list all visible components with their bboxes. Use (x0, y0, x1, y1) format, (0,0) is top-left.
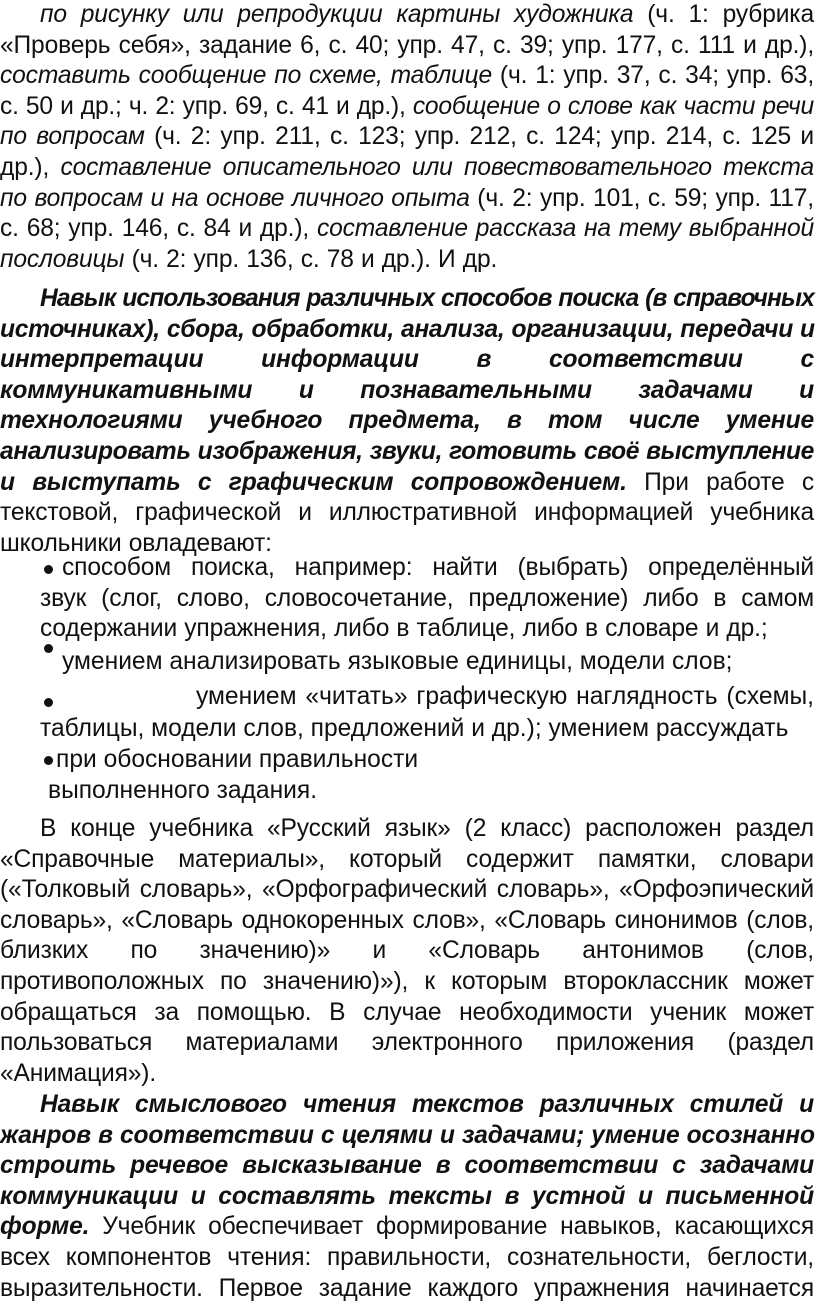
paragraph-information-skills (0, 284, 814, 559)
text-line: текстовой, графической и иллюстративной информацией учебника (0, 499, 814, 527)
text-line: источниках), сбора, обработки, анализа, организации, передачи и (0, 315, 815, 343)
list-item (40, 553, 814, 645)
text-line: способом поиска, например: найти (выбрать) определённый (62, 554, 814, 581)
text-line: содержании упражнения, либо в таблице, либо в словаре и др.; (40, 615, 768, 643)
text-line: «Анимация»). (0, 1059, 157, 1087)
text-line: «Проверь себя», задание 6, с. 40; упр. 47, с. 39; упр. 177, с. 111 и др.), (0, 31, 814, 59)
text-line: с. 50 и др.; ч. 2: упр. 69, с. 41 и др.), сообщение о слове как части речи (0, 92, 815, 120)
text-line: обращаться за помощью. В случае необходимости ученик может (0, 998, 814, 1026)
list-item-continued: выполненного задания. (48, 777, 318, 804)
text-line: пословицы (ч. 2: упр. 136, с. 78 и др.). И др. (0, 245, 498, 273)
text-line: строить речевое высказывание в соответствии с задачами (0, 1152, 814, 1180)
list-item-continued: таблицы, модели слов, предложений и др.); умением рассуждать (40, 715, 789, 742)
bullet-icon (44, 565, 53, 574)
text-line: Навык использования различных способов поиска (в справочных (40, 285, 814, 312)
text-line: и выступать с графическим сопровождением. При работе с (0, 468, 815, 496)
text-line: др.), составление описательного или повествовательного текста (0, 153, 815, 181)
text-line: В конце учебника «Русский язык» (2 класс) расположен раздел (40, 815, 814, 842)
list-item: умением «читать» графическую наглядность (схемы, (196, 683, 814, 710)
text-line: всех компонентов чтения: правильности, сознательности, беглости, (0, 1243, 814, 1271)
text-line: коммуникативными и познавательными задачами и (0, 376, 814, 404)
text-line: составить сообщение по схеме, таблице (ч. 1: упр. 37, с. 34; упр. 63, (0, 62, 814, 90)
text-line: форме. Учебник обеспечивает формирование навыков, касающихся (0, 1213, 814, 1241)
text-line: звук (слог, слово, словосочетание, предложение) либо в самом (40, 584, 814, 612)
bullet-icon (44, 756, 53, 765)
text-line: словарь», «Словарь однокоренных слов», «Словарь синонимов (слов, (0, 906, 814, 934)
paragraph-reference-materials (0, 814, 814, 1089)
text-line: противоположных по значению)»), к которым второклассник может (0, 967, 814, 995)
text-line: по вопросам (ч. 2: упр. 211, с. 123; упр. 212, с. 124; упр. 214, с. 125 и (0, 123, 815, 151)
paragraph-speech-tasks (0, 0, 814, 275)
text-line: пользоваться материалами электронного приложения (раздел (0, 1029, 814, 1057)
text-line: технологиями учебного предмета, в том числе умение (0, 407, 814, 435)
text-line: Навык смыслового чтения текстов различных стилей и (40, 1091, 814, 1118)
text-line: «Справочные материалы», который содержит памятки, словари (0, 845, 814, 873)
text-line: анализировать изображения, звуки, готовить своё выступление (0, 437, 814, 465)
text-line: интерпретации информации в соответствии с (0, 346, 814, 374)
text-line: («Толковый словарь», «Орфографический словарь», «Орфоэпический (0, 876, 814, 904)
text-line: с. 68; упр. 146, с. 84 и др.), составление рассказа на тему выбранной (0, 215, 814, 243)
text-line: близких по значению)» и «Словарь антонимов (слов, (0, 937, 814, 965)
text-line: по вопросам и на основе личного опыта (ч. 2: упр. 101, с. 59; упр. 117, (0, 184, 814, 212)
text-line: выразительности. Первое задание каждого упражнения начинается (0, 1274, 814, 1302)
bullet-icon (44, 644, 53, 653)
list-item: при обосновании правильности (56, 746, 419, 773)
text-line: жанров в соответствии с целями и задачами; умение осознанно (0, 1121, 815, 1149)
text-line: коммуникации и составлять тексты в устной и письменной (0, 1182, 814, 1210)
paragraph-reading-skills (0, 1090, 814, 1304)
list-item: умением анализировать языковые единицы, модели слов; (62, 648, 733, 675)
text-line: школьники овладевают: (0, 529, 272, 557)
text-line: по рисунку или репродукции картины художника (ч. 1: рубрика (40, 1, 814, 28)
bullet-icon (44, 698, 53, 707)
